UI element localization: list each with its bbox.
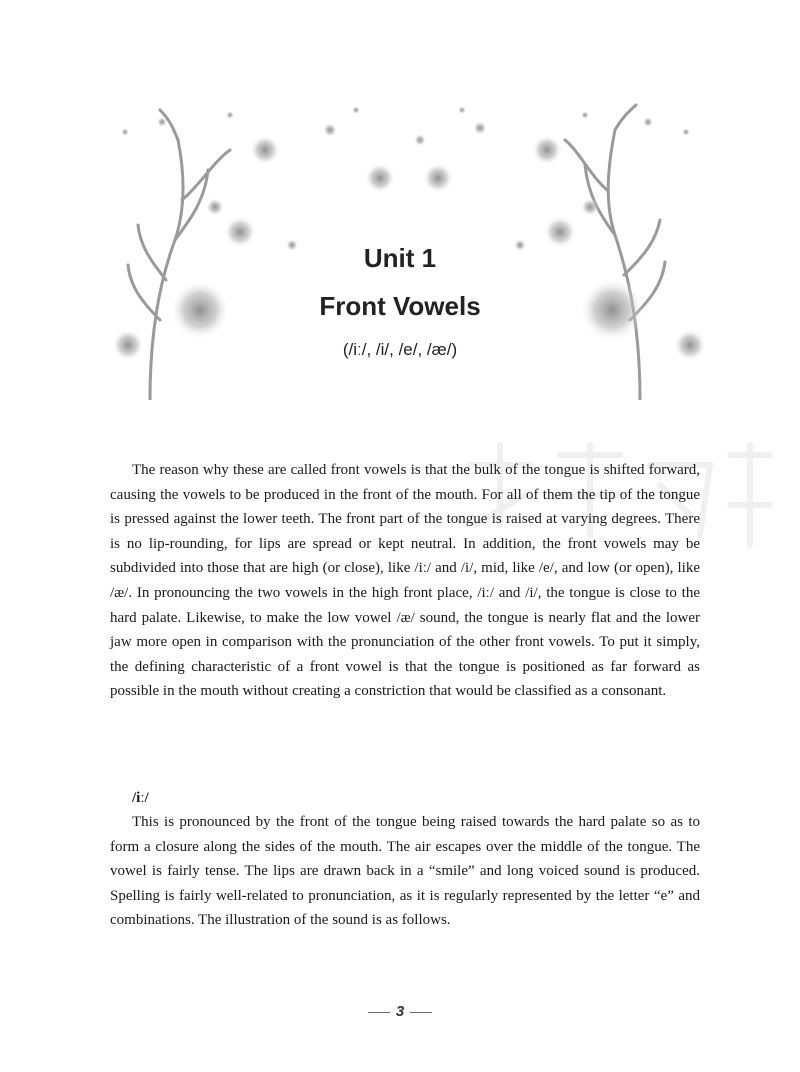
- section-paragraph: This is pronounced by the front of the tongue being raised towards the hard palate so as to form a closure along the sides of the mouth. The air escapes over the middle of the tongue. The vowel is fairly tense. The lips are drawn back in a “smile” and long voiced sound is produced. Spelling is fairly well-related to pronunciation, as it is regularly represented by the letter “e” and combinations. The illustration of the sound is as follows.: [110, 814, 700, 929]
- section-heading: /iː/: [132, 790, 149, 806]
- page-title: Front Vowels: [319, 291, 481, 321]
- page-number: [0, 1003, 800, 1020]
- dash-left: [368, 1012, 390, 1013]
- page-number-value: 3: [395, 1003, 405, 1020]
- unit-label: Unit 1: [363, 243, 437, 273]
- phoneme-list: (/iː/, /i/, /e/, /æ/): [342, 340, 458, 359]
- dash-right: [410, 1012, 432, 1013]
- intro-paragraph: The reason why these are called front vowels is that the bulk of the tongue is shifted forward, causing the vowels to be produced in the front of the mouth. For all of them the tip of the tongue is pressed against the lower teeth. The front part of the tongue is raised at varying degrees. There is no lip-rounding, for lips are spread or kept neutral. In addition, the front vowels may be subdivided into those that are high (or close), like /iː/ and /i/, mid, like /e/, and low (or open), like /æ/. In pronouncing the two vowels in the high front place, /iː/ and /i/, the tongue is close to the hard palate. Likewise, to make the low vowel /æ/ sound, the tongue is nearly flat and the lower jaw more open in comparison with the pronunciation of the other front vowels. To put it simply, the defining characteristic of a front vowel is that the tongue is positioned as far forward as possible in the mouth without creating a constriction that would be classified as a consonant.: [110, 462, 700, 700]
